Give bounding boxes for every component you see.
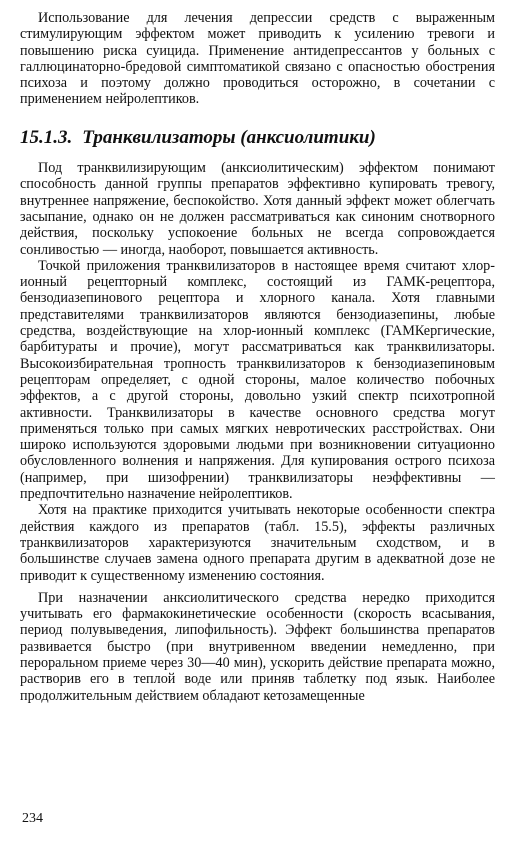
intro-paragraph: Использование для лечения депрессии средств с выраженным стимулирующим эффектом может приводить к усилению тревоги и повышению риска суицида. Применение антидепрессантов у больных с галлюцинаторно-бредовой симптоматикой связано с опасностью обострения психоза и поэтому должно проводиться осторожно, в сочетании с применением нейролептиков. (20, 10, 495, 108)
section-number: 15.1.3. (20, 126, 73, 148)
body-paragraph-4: При назначении анксиолитического средства нередко приходится учитывать его фармакокинетические особенности (скорость всасывания, период полувыведения, липофильность). Эффект большинства препаратов развивается быстро (при внутривенном введении немедленно, при пероральном приеме через 30—40 мин), ускорить действие препарата можно, растворив его в теплой воде или приняв таблетку под язык. Наиболее продолжительным действием обладают кетозамещенные (20, 589, 495, 704)
book-page (20, 10, 495, 704)
body-paragraph-2: Точкой приложения транквилизаторов в настоящее время считают хлор-ионный рецепторный комплекс, состоящий из ГАМК-рецептора, бензодиазепинового рецептора и хлорного канала. Хотя главными представителями транквилизаторов являются бензодиазепины, любые средства, воздействующие на хлор-ионный комплекс (ГАМКергические, барбитураты и прочие), могут рассматриваться как транквилизаторы. Высокоизбирательная тропность транквилизаторов к бензодиазепиновым рецепторам определяет, с одной стороны, малое количество побочных эффектов, а с другой стороны, довольно узкий спектр психотропной активности. Транквилизаторы в качестве основного средства могут применяться только при самых мягких невротических расстройствах. Они широко используются здоровыми людьми при возникновении ситуационно обусловленного волнения и напряжения. Для купирования острого психоза (например, при шизофрении) транквилизаторы неэффективны — предпочтительно назначение нейролептиков. (20, 257, 495, 503)
page-number: 234 (22, 811, 43, 826)
section-heading (20, 126, 495, 148)
body-paragraph-1: Под транквилизирующим (анксиолитическим) эффектом понимают способность данной группы препаратов эффективно купировать тревогу, внутреннее напряжение, беспокойство. Хотя данный эффект может облегчать засыпание, однако он не должен рассматриваться как синоним снотворного действия, поскольку успокоение больных не всегда сопровождается сонливостью — иногда, наоборот, повышается активность. (20, 160, 495, 258)
body-paragraph-3: Хотя на практике приходится учитывать некоторые особенности спектра действия каждого из препаратов (табл. 15.5), эффекты различных транквилизаторов характеризуются значительным сходством, и в большинстве случаев замена одного препарата другим в адекватной дозе не приводит к существенному изменению состояния. (20, 502, 495, 584)
section-title: Транквилизаторы (анксиолитики) (82, 126, 376, 148)
